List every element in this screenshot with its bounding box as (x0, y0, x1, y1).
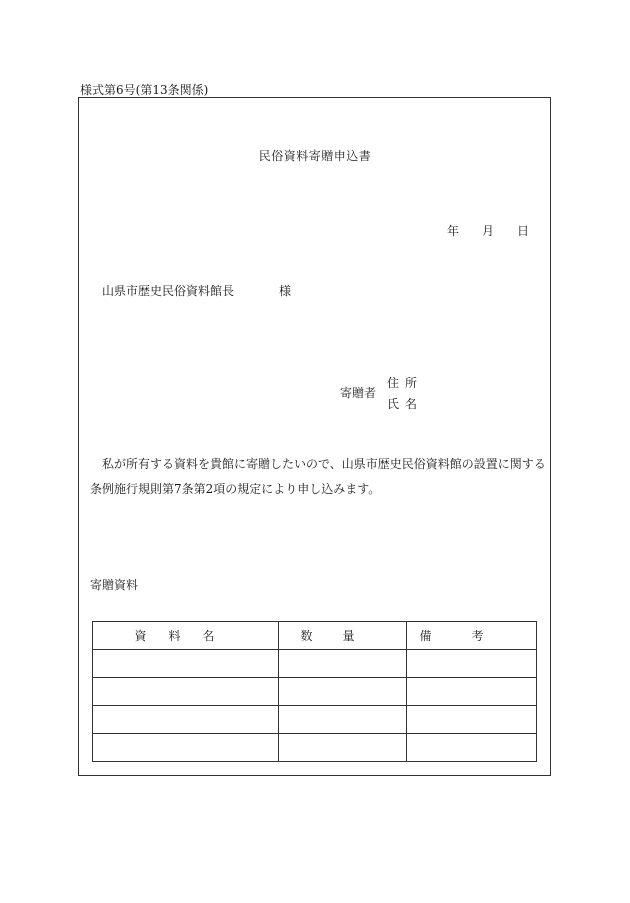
date-day-label: 日 (517, 224, 530, 238)
item-name-cell[interactable] (93, 734, 279, 762)
item-name-cell[interactable] (93, 650, 279, 678)
donor-address-label: 住所 (387, 376, 424, 390)
remarks-cell[interactable] (407, 650, 537, 678)
column-header-remarks: 備考 (407, 622, 537, 650)
quantity-cell[interactable] (279, 734, 407, 762)
item-name-cell[interactable] (93, 678, 279, 706)
table-row (93, 706, 537, 734)
column-header-item-name: 資料名 (93, 622, 279, 650)
quantity-cell[interactable] (279, 678, 407, 706)
remarks-cell[interactable] (407, 734, 537, 762)
quantity-cell[interactable] (279, 650, 407, 678)
remarks-cell[interactable] (407, 678, 537, 706)
donor-label: 寄贈者 (340, 386, 377, 400)
item-name-cell[interactable] (93, 706, 279, 734)
column-header-quantity: 数量 (279, 622, 407, 650)
honorific-label: 様 (279, 284, 292, 298)
date-month-label: 月 (482, 224, 495, 238)
application-statement: 私が所有する資料を貴館に寄贈したいので、山県市歴史民俗資料館の設置に関する条例施行規則第7条第2項の規定により申し込みます。 (90, 457, 546, 496)
table-row (93, 734, 537, 762)
remarks-cell[interactable] (407, 706, 537, 734)
donated-items-table (92, 621, 537, 762)
quantity-cell[interactable] (279, 706, 407, 734)
table-header-row (93, 622, 537, 650)
donated-items-label: 寄贈資料 (90, 578, 139, 592)
table-row (93, 650, 537, 678)
form-title: 民俗資料寄贈申込書 (258, 149, 372, 163)
donor-name-label: 氏名 (387, 397, 424, 411)
addressee-name: 山県市歴史民俗資料館長 (102, 284, 235, 298)
table-row (93, 678, 537, 706)
date-year-label: 年 (447, 224, 460, 238)
form-number-label: 様式第6号(第13条関係) (80, 83, 209, 97)
